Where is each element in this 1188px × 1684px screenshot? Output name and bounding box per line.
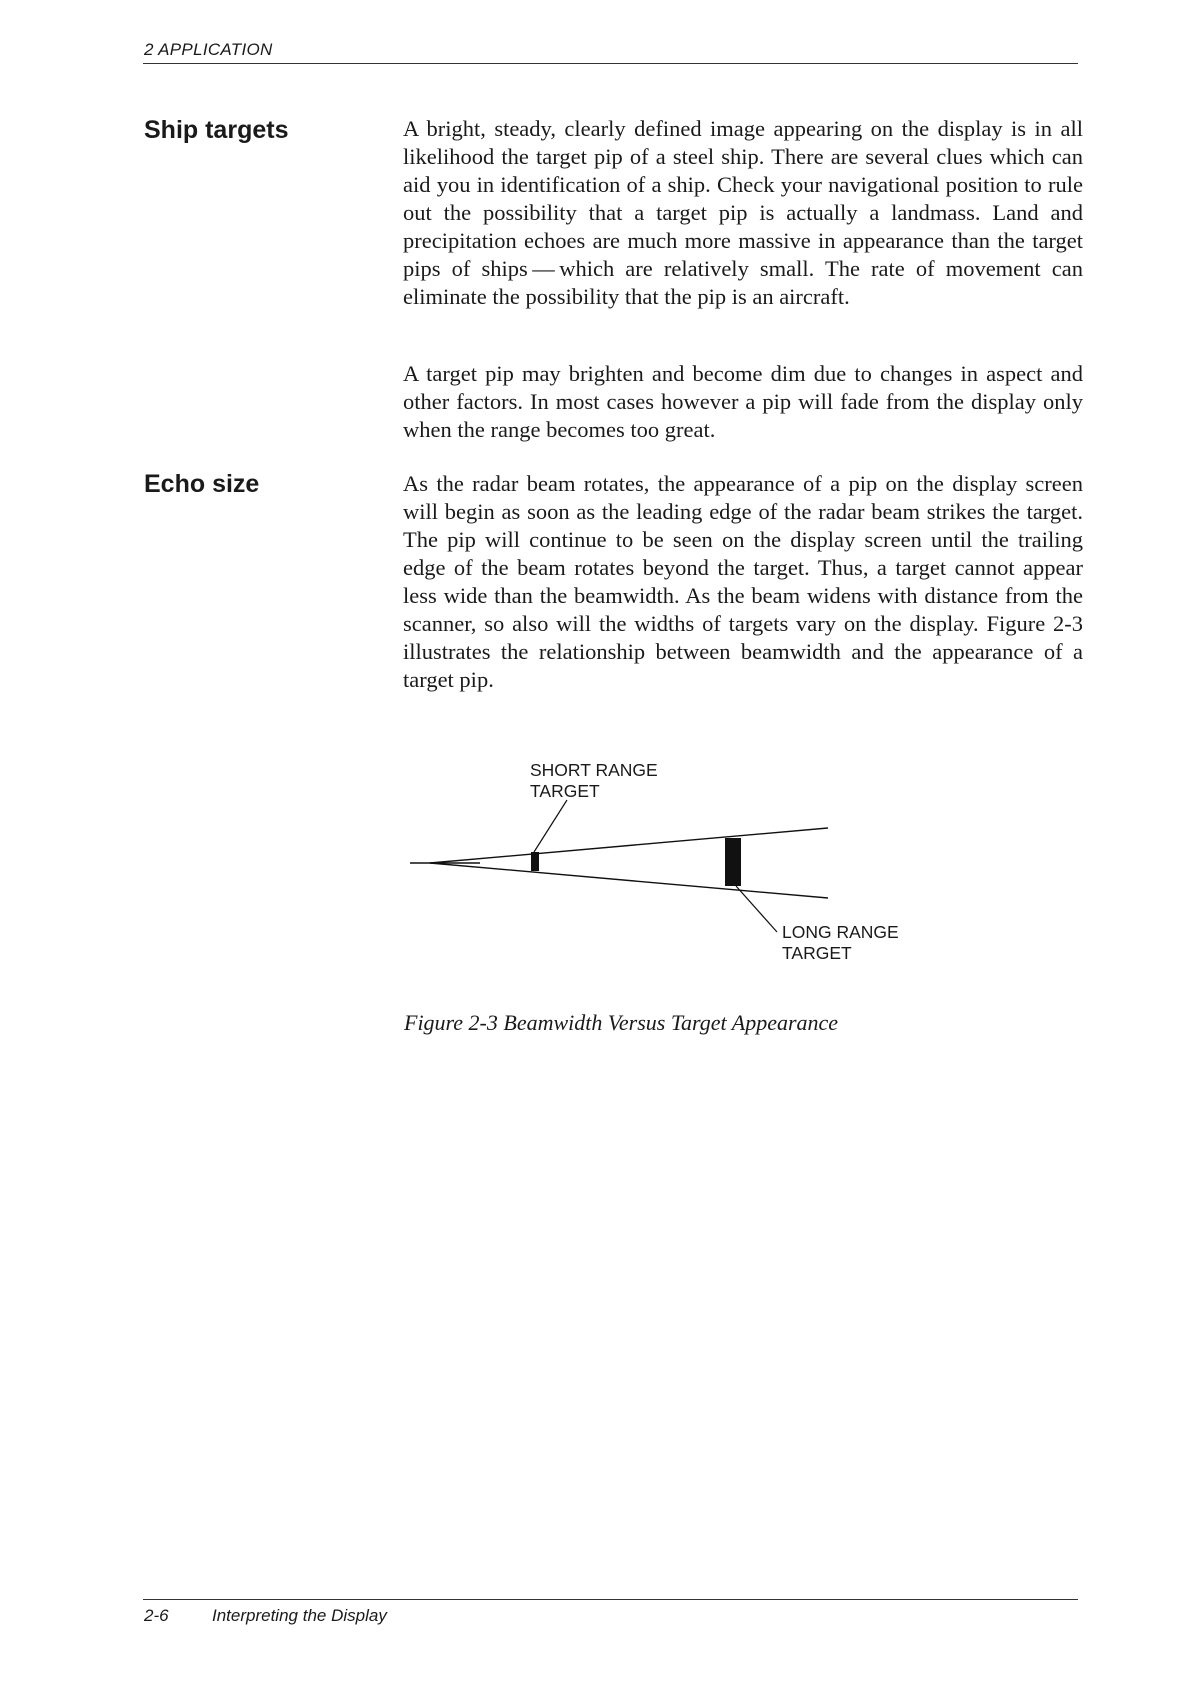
- heading-echo-size: Echo size: [144, 470, 260, 498]
- long-range-target-label: [782, 922, 899, 964]
- label-line: SHORT RANGE: [530, 760, 658, 780]
- figure-caption: Figure 2-3 Beamwidth Versus Target Appearance: [404, 1010, 839, 1035]
- heading-ship-targets: Ship targets: [144, 116, 289, 144]
- header-rule: [143, 63, 1078, 64]
- echo-size-paragraph: [403, 470, 1083, 694]
- beam-upper-edge: [430, 828, 828, 863]
- footer-rule: [143, 1599, 1078, 1600]
- short-range-leader: [534, 800, 567, 852]
- paragraph-text: As the radar beam rotates, the appearance of a pip on the display screen will begin as soon as the leading edge of the radar beam strikes the target. The pip will continue to be seen on the display screen until the trailing edge of the beam rotates beyond the target. Thus, a target cannot appear less wide than the beamwidth. As the beam widens with distance from the scanner, so also will the widths of targets vary on the display. Figure 2-3 illustrates the relationship between beamwidth and the appearance of a target pip.: [403, 471, 1083, 692]
- label-line: TARGET: [782, 943, 852, 963]
- ship-targets-paragraph-1: [403, 115, 1083, 311]
- short-range-target-pip: [531, 852, 539, 871]
- paragraph-text: A bright, steady, clearly defined image appearing on the display is in all likelihood the target pip of a steel ship. There are several clues which can aid you in identification of a ship. Check your navigational position to rule out the possibility that a target pip is actually a landmass. Land and precipitation echoes are much more massive in appearance than the target pips of ships — which are relatively small. The rate of movement can eliminate the possibility that the pip is an aircraft.: [403, 116, 1083, 309]
- page-number: 2-6: [144, 1606, 169, 1625]
- beam-lower-edge: [430, 863, 828, 898]
- running-header: 2 APPLICATION: [144, 40, 273, 59]
- label-line: LONG RANGE: [782, 922, 899, 942]
- footer-chapter-title: Interpreting the Display: [212, 1606, 387, 1625]
- long-range-target-pip: [725, 838, 741, 886]
- label-line: TARGET: [530, 781, 600, 801]
- ship-targets-paragraph-2: [403, 360, 1083, 444]
- paragraph-text: A target pip may brighten and become dim due to changes in aspect and other factors. In most cases however a pip will fade from the display only when the range becomes too great.: [403, 361, 1083, 442]
